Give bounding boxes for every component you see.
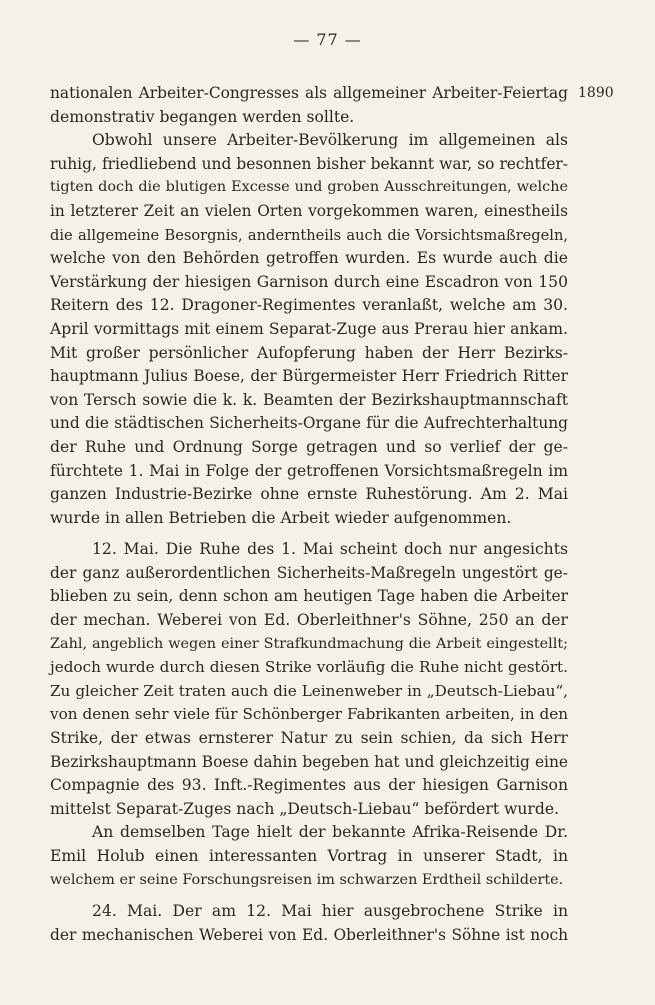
margin-year: 1890 [578, 85, 614, 101]
text-line: der mechan. Weberei von Ed. Oberleithner's Söhne, 250 an der [50, 611, 568, 630]
paragraph-24-mai [50, 900, 568, 947]
text-line: ruhig, friedliebend und besonnen bisher bekannt war, so rechtfer- [50, 154, 568, 173]
body-text [50, 82, 568, 947]
text-line: und die städtischen Sicherheits-Organe für die Aufrechterhaltung [50, 414, 568, 433]
text-line: wurde in allen Betrieben die Arbeit wieder aufgenommen. [50, 508, 512, 527]
paragraph-gap [50, 530, 568, 538]
text-line: mittelst Separat-Zuges nach „Deutsch-Liebau“ befördert wurde. [50, 799, 560, 818]
text-line: welche von den Behörden getroffen wurden. Es wurde auch die [50, 249, 568, 268]
text-line: demonstrativ begangen werden sollte. [50, 107, 355, 126]
text-line: welchem er seine Forschungsreisen im schwarzen Erdtheil schilderte. [50, 871, 564, 888]
text-line: An demselben Tage hielt der bekannte Afrika-Reisende Dr. [92, 823, 568, 842]
text-line: April vormittags mit einem Separat-Zuge aus Prerau hier ankam. [50, 319, 568, 338]
text-line: die allgemeine Besorgnis, anderntheils auch die Vorsichtsmaßregeln, [50, 226, 568, 244]
text-line: Compagnie des 93. Inft.-Regimentes aus der hiesigen Garnison [50, 776, 568, 795]
paragraph-continuation [50, 82, 568, 129]
paragraph-gap [50, 892, 568, 900]
text-line: blieben zu sein, denn schon am heutigen Tage haben die Arbeiter [50, 587, 568, 606]
text-line: Reitern des 12. Dragoner-Regimentes veranlaßt, welche am 30. [50, 296, 568, 315]
text-line: 12. Mai. Die Ruhe des 1. Mai scheint doch nur angesichts [92, 540, 568, 559]
text-line: Mit großer persönlicher Aufopferung haben der Herr Bezirks- [50, 343, 568, 362]
text-line: Bezirkshauptmann Boese dahin begeben hat und gleichzeitig eine [50, 752, 568, 771]
text-line: Emil Holub einen interessanten Vortrag in unserer Stadt, in [50, 847, 568, 865]
text-line: tigten doch die blutigen Excesse und groben Ausschreitungen, welche [50, 179, 568, 196]
text-line: nationalen Arbeiter-Congresses als allgemeiner Arbeiter-Feiertag [50, 84, 568, 102]
text-line: in letzterer Zeit an vielen Orten vorgekommen waren, einestheils [50, 201, 568, 220]
text-line: jedoch wurde durch diesen Strike vorläufig die Ruhe nicht gestört. [50, 658, 568, 677]
text-line: Strike, der etwas ernsterer Natur zu sein schien, da sich Herr [50, 729, 568, 748]
paragraph-obwohl [50, 129, 568, 530]
paragraph-12-mai [50, 538, 568, 821]
text-line: der Ruhe und Ordnung Sorge getragen und so verlief der ge- [50, 437, 568, 456]
text-line: 24. Mai. Der am 12. Mai hier ausgebrochene Strike in [92, 902, 568, 921]
text-line: von denen sehr viele für Schönberger Fabrikanten arbeiten, in den [50, 705, 568, 724]
text-line: hauptmann Julius Boese, der Bürgermeister Herr Friedrich Ritter [50, 367, 568, 386]
text-line: der ganz außerordentlichen Sicherheits-Maßregeln ungestört ge- [50, 563, 568, 582]
text-line: von Tersch sowie die k. k. Beamten der Bezirkshauptmannschaft [50, 390, 568, 409]
text-line: Verstärkung der hiesigen Garnison durch eine Escadron von 150 [50, 272, 568, 291]
text-line: Zahl, angeblich wegen einer Strafkundmachung die Arbeit eingestellt; [50, 635, 568, 652]
text-line: Obwohl unsere Arbeiter-Bevölkerung im allgemeinen als [92, 131, 568, 150]
paragraph-holub [50, 821, 568, 892]
text-line: der mechanischen Weberei von Ed. Oberleithner's Söhne ist noch [50, 925, 568, 944]
page-number: — 77 — [293, 30, 362, 49]
text-line: fürchtete 1. Mai in Folge der getroffenen Vorsichtsmaßregeln im [50, 461, 568, 480]
text-line: ganzen Industrie-Bezirke ohne ernste Ruhestörung. Am 2. Mai [50, 485, 568, 504]
text-line: Zu gleicher Zeit traten auch die Leinenweber in „Deutsch-Liebau“, [50, 681, 568, 700]
